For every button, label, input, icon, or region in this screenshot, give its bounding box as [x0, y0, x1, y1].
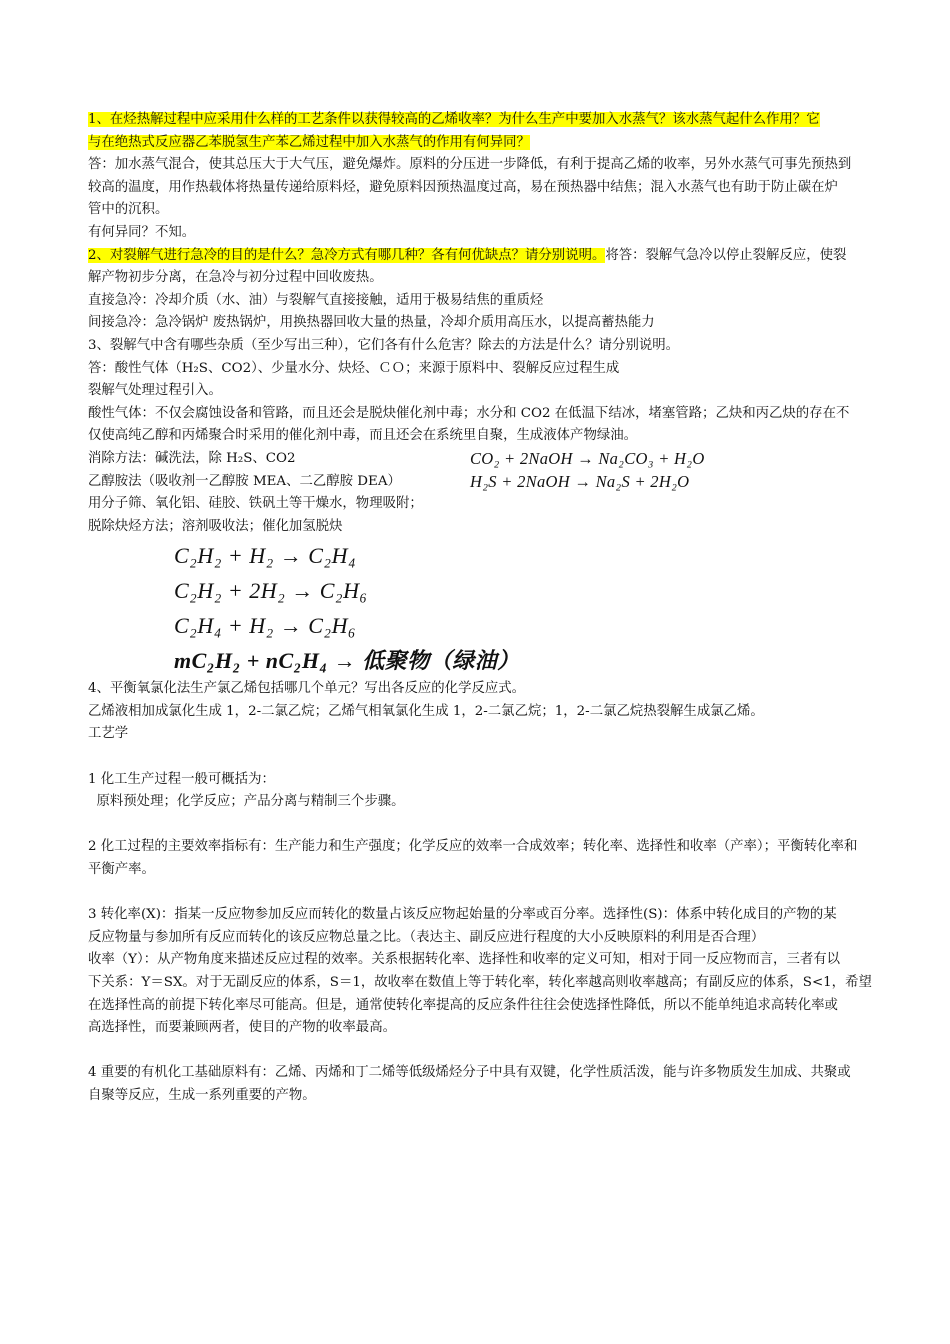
- section-heading: 工艺学: [88, 726, 129, 742]
- alkyne-removal: 脱除炔烃方法；溶剂吸收法；催化加氢脱炔: [88, 518, 343, 534]
- document-page: [88, 109, 880, 1108]
- answer-1-line-1: 答：加水蒸气混合，使其总压大于大气压，避免爆炸。原料的分压进一步降低，有利于提高乙烯的收率，另外水蒸气可事先预热到: [88, 157, 852, 173]
- equation-2: C₂H₂ + 2H₂ → C₂H₆: [174, 578, 368, 604]
- item-3-line-3: 收率（Y）：从产物角度来描述反应过程的效率。关系根据转化率、选择性和收率的定义可知，相对于同一反应物而言，三者有以: [88, 952, 841, 968]
- direct-quench: 直接急冷：冷却介质（水、油）与裂解气直接接触，适用于极易结焦的重质烃: [88, 292, 544, 308]
- caustic-wash-text: 消除方法：碱洗法，除 H₂S、CO2: [88, 450, 296, 466]
- question-1-line-2: 与在绝热式反应器乙苯脱氢生产苯乙烯过程中加入水蒸气的作用有何异同？: [88, 134, 530, 150]
- item-4-line-2: 自聚等反应，生成一系列重要的产物。: [88, 1087, 316, 1103]
- item-3-line-1: 3 转化率(X)：指某一反应物参加反应而转化的数量占该反应物起始量的分率或百分率。选择性(S)：体系中转化成目的产物的某: [88, 907, 837, 923]
- indirect-quench: 间接急冷：急冷锅炉 废热锅炉，用换热器回收大量的热量，冷却介质用高压水，以提高蓄热能力: [88, 315, 655, 331]
- spacer: [88, 882, 880, 905]
- answer-1-line-2: 较高的温度，用作热载体将热量传递给原料烃，避免原料因预热温度过高，易在预热器中结焦；混入水蒸气也有助于防止碳在炉: [88, 179, 838, 195]
- answer-2-start: 将答：裂解气急冷以停止裂解反应，使裂: [605, 247, 847, 263]
- question-3: 3、裂解气中含有哪些杂质（至少写出三种），它们各有什么危害？除去的方法是什么？请分别说明。: [88, 337, 680, 353]
- equation-4: mC₂H₂ + nC₂H₄ → 低聚物（绿油）: [174, 648, 520, 674]
- hydrogenation-equations: [174, 538, 880, 678]
- item-3-line-6: 高选择性，而要兼顾两者，使目的产物的收率最高。: [88, 1020, 396, 1036]
- item-1-line-1: 1 化工生产过程一般可概括为：: [88, 771, 275, 787]
- ethanolamine-text: 乙醇胺法（吸收剂一乙醇胺 MEA、二乙醇胺 DEA）: [88, 473, 401, 489]
- answer-3-line-1: 答：酸性气体（H₂S、CO2）、少量水分、炔烃、ＣＯ；来源于原料中、裂解反应过程生成: [88, 360, 620, 376]
- item-3-line-4: 下关系：Y＝SX。对于无副反应的体系，S＝1，故收率在数值上等于转化率，转化率越高则收率越高；有副反应的体系，S<1，希望: [88, 975, 872, 990]
- item-3-line-2: 反应物量与参加所有反应而转化的该反应物总量之比。（表达主、副反应进行程度的大小反映原料的利用是否合理）: [88, 929, 765, 945]
- answer-3-line-2: 裂解气处理过程引入。: [88, 383, 222, 399]
- co2-equation: CO₂ + 2NaOH → Na₂CO₃ + H₂O: [470, 448, 705, 468]
- h2s-equation: H₂S + 2NaOH → Na₂S + 2H₂O: [470, 471, 690, 491]
- item-3-line-5: 在选择性高的前提下转化率尽可能高。但是，通常使转化率提高的反应条件往往会使选择性降低，所以不能单纯追求高转化率或: [88, 997, 838, 1013]
- answer-1-line-3: 管中的沉积。: [88, 202, 169, 218]
- acid-gas-line-2: 仅使高纯乙醇和丙烯聚合时采用的催化剂中毒，而且还会在系统里自聚，生成液体产物绿油。: [88, 428, 638, 444]
- equation-1: C₂H₂ + H₂ → C₂H₄: [174, 543, 357, 569]
- caustic-wash-row: [88, 448, 880, 471]
- question-2-line: [88, 245, 880, 268]
- spacer: [88, 746, 880, 769]
- spacer: [88, 1040, 880, 1063]
- answer-1-line-4: 有何异同？不知。: [88, 224, 196, 240]
- item-2-line-1: 2 化工过程的主要效率指标有：生产能力和生产强度；化学反应的效率一合成效率；转化率、选择性和收率（产率）；平衡转化率和: [88, 839, 858, 855]
- answer-4: 乙烯液相加成氯化生成 1，2-二氯乙烷；乙烯气相氧氯化生成 1，2-二氯乙烷；1，2-二氯乙烷热裂解生成氯乙烯。: [88, 703, 764, 719]
- equation-3: C₂H₄ + H₂ → C₂H₆: [174, 613, 357, 639]
- question-1-line-1: 1、在烃热解过程中应采用什么样的工艺条件以获得较高的乙烯收率？为什么生产中要加入水蒸气？该水蒸气起什么作用？它: [88, 112, 820, 127]
- spacer: [88, 814, 880, 837]
- item-4-line-1: 4 重要的有机化工基础原料有：乙烯、丙烯和丁二烯等低级烯烃分子中具有双键，化学性质活泼，能与许多物质发生加成、共聚或: [88, 1065, 851, 1081]
- question-2-highlight: 2、对裂解气进行急冷的目的是什么？急冷方式有哪几种？各有何优缺点？请分别说明。: [88, 247, 606, 263]
- item-2-line-2: 平衡产率。: [88, 862, 155, 878]
- acid-gas-line-1: 酸性气体：不仅会腐蚀设备和管路，而且还会是脱炔催化剂中毒；水分和 CO2 在低温下结冰，堵塞管路；乙炔和丙乙炔的存在不: [88, 405, 850, 421]
- item-1-line-2: 原料预处理；化学反应；产品分离与精制三个步骤。: [88, 794, 405, 810]
- drying-methods: 用分子筛、氧化铝、硅胶、铁矾土等干燥水，物理吸附；: [88, 496, 423, 512]
- ethanolamine-row: [88, 471, 880, 494]
- question-4: 4、平衡氧氯化法生产氯乙烯包括哪几个单元？写出各反应的化学反应式。: [88, 681, 526, 697]
- answer-2-line-2: 解产物初步分离，在急冷与初分过程中回收废热。: [88, 270, 383, 286]
